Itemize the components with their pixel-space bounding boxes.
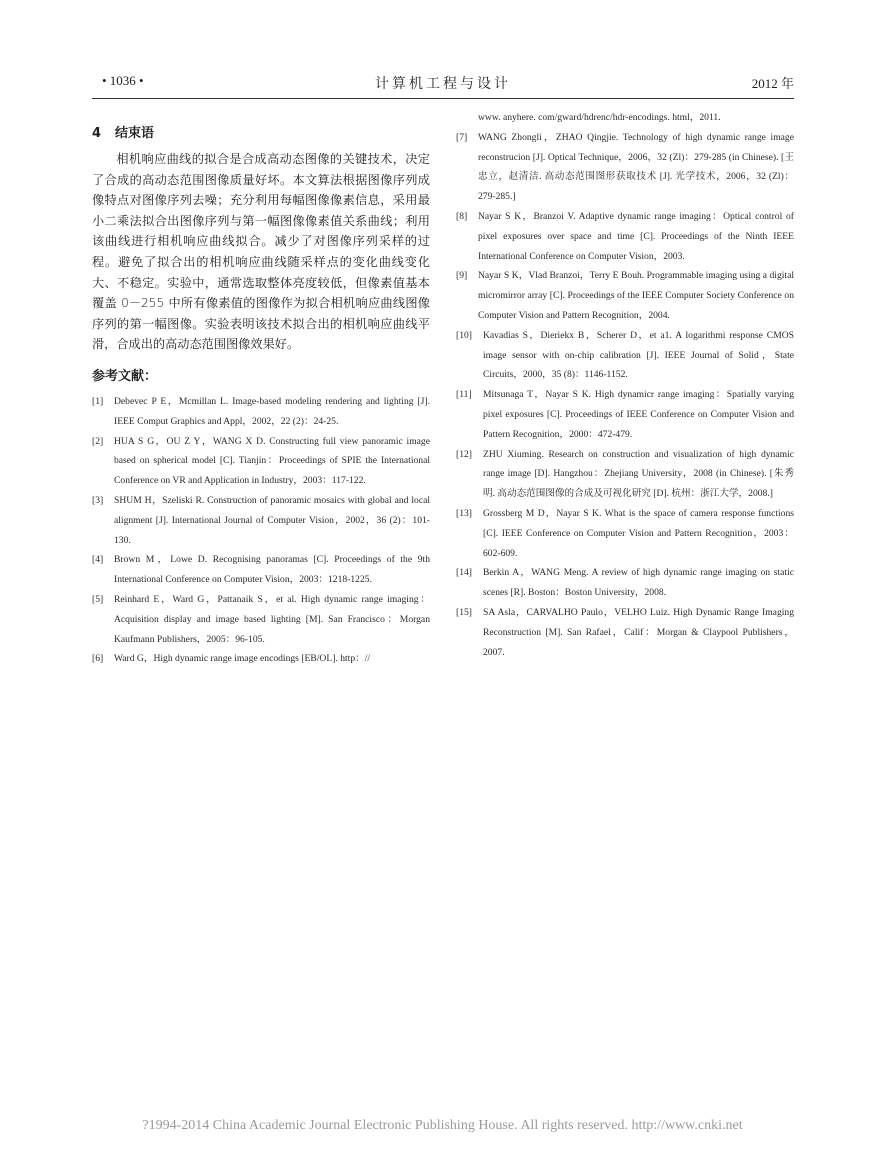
reference-number: [3] <box>92 494 104 506</box>
journal-title: 计算机工程与设计 <box>375 76 511 92</box>
reference-number: [6] <box>92 653 104 665</box>
publication-year: 2012 年 <box>751 76 794 91</box>
right-column <box>456 108 794 662</box>
reference-item <box>92 491 430 550</box>
reference-list-right <box>456 128 794 663</box>
section-heading <box>92 122 430 141</box>
reference-text: Grossberg M D，Nayar S K. What is the space of camera response functions [C]. IEEE Conference on Computer Vision and Pattern Recognition，2003：602-609. <box>483 507 794 559</box>
reference-text: Nayar S K，Branzoi V. Adaptive dynamic range imaging：Optical control of pixel exposures over space and time [C]. Proceedings of the Ninth IEEE International Conference on Computer Vision，2003. <box>478 210 794 262</box>
reference-text: SHUM H，Szeliski R. Construction of panoramic mosaics with global and local alignment [J]. International Journal of Computer Vision，2002，36 (2)：101-130. <box>114 494 430 546</box>
reference-item <box>456 445 794 504</box>
reference-number: [1] <box>92 395 104 407</box>
reference-text: SA Asla，CARVALHO Paulo，VELHO Luiz. High Dynamic Range Imaging Reconstruction [M]. San Rafael，Calif：Morgan & Claypool Publishers，2007. <box>483 606 794 658</box>
reference-item <box>456 563 794 603</box>
reference-number: [7] <box>456 131 468 143</box>
reference-text: Debevec P E，Mcmillan L. Image-based modeling rendering and lighting [J]. IEEE Comput Graphics and Appl，2002，22 (2)：24-25. <box>114 395 430 427</box>
page-number: • 1036 • <box>102 73 144 88</box>
reference-number: [10] <box>456 329 472 341</box>
reference-item <box>456 207 794 266</box>
reference-text: Nayar S K，Vlad Branzoi，Terry E Bouh. Programmable imaging using a digital micromirror array [C]. Proceedings of the IEEE Computer Society Conference on Computer Vision and Pattern Recognition，2004. <box>478 270 794 321</box>
reference-text: Berkin A，WANG Meng. A review of high dynamic range imaging on static scenes [R]. Boston：Boston University，2008. <box>483 567 794 599</box>
reference-number: [8] <box>456 210 468 222</box>
reference-text: Brown M，Lowe D. Recognising panoramas [C]. Proceedings of the 9th International Conference on Computer Vision，2003：1218-1225. <box>114 554 430 586</box>
section-number: 4 <box>92 126 102 141</box>
conclusion-paragraph: 相机响应曲线的拟合是合成高动态图像的关键技术，决定了合成的高动态范围图像质量好坏。本文算法根据图像序列成像特点对图像序列去噪；充分利用每幅图像像素信息，采用最小二乘法拟合出图像序列与第一幅图像像素值关系曲线；利用该曲线进行相机响应曲线拟合。减少了对图像序列采样的过程。避免了拟合出的相机响应曲线随采样点的变化曲线变化大、不稳定。实验中，通常选取整体亮度较低，但像素值基本覆盖 0－255 中所有像素值的图像作为拟合相机响应曲线图像序列的第一幅图像。实验表明该技术拟合出的相机响应曲线平滑，合成出的高动态范围图像效果好。 <box>92 152 430 352</box>
reference-item <box>456 603 794 662</box>
copyright-footer: ?1994-2014 China Academic Journal Electronic Publishing House. All rights reserved. http://www.cnki.net <box>142 1118 743 1133</box>
running-header <box>92 73 794 93</box>
reference-item <box>92 590 430 649</box>
reference-item <box>92 649 430 669</box>
reference-item <box>456 326 794 385</box>
reference-number: [15] <box>456 606 472 618</box>
reference-6-continuation: www. anyhere. com/gward/hdrenc/hdr-encodings. html，2011. <box>478 112 721 123</box>
reference-text: WANG Zhongli，ZHAO Qingjie. Technology of high dynamic range image reconstrucion [J]. Optical Technique，2006，32 (Zl)：279-285 (in Chinese). [王忠立，赵清洁. 高动态范围图形获取技术 [J]. 光学技术，2006，32 (Zl)：279-285.] <box>478 131 794 203</box>
reference-text: Ward G，High dynamic range image encodings [EB/OL]. http：// <box>114 653 371 665</box>
reference-number: [12] <box>456 448 472 460</box>
reference-text: ZHU Xiuming. Research on construction and visualization of high dynamic range image [D]. Hangzhou：Zhejiang University，2008 (in Chinese). [朱秀明. 高动态范围图像的合成及可视化研究 [D]. 杭州：浙江大学，2008.] <box>483 448 794 500</box>
reference-text: Kavadias S，Dieriekx B，Scherer D，et a1. A logarithmi response CMOS image sensor with on-chip calibration [J]. IEEE Journal of Solid，State Circuits，2000，35 (8)：1146-1152. <box>483 329 794 381</box>
reference-number: [9] <box>456 270 468 282</box>
reference-text: HUA S G，OU Z Y，WANG X D. Constructing full view panoramic image based on spherical model [C]. Tianjin：Proceedings of SPIE the International Conference on VR and Application in Industry，2003：117-122. <box>114 435 430 487</box>
reference-item <box>92 392 430 432</box>
reference-text: Mitsunaga T，Nayar S K. High dynamicr range imaging：Spatially varying pixel exposures [C]. Proceedings of IEEE Conference on Computer Vision and Pattern Recognition，2000：472-479. <box>483 389 794 440</box>
header-rule <box>92 98 794 99</box>
reference-item <box>92 432 430 491</box>
reference-number: [5] <box>92 593 104 605</box>
section-title: 结束语 <box>115 126 155 141</box>
reference-item <box>456 266 794 325</box>
reference-item <box>456 128 794 207</box>
references-heading: 参考文献： <box>92 368 158 384</box>
reference-item <box>456 504 794 563</box>
reference-text: Reinhard E，Ward G，Pattanaik S，et al. High dynamic range imaging：Acquisition display and image based lighting [M]. San Francisco：Morgan Kaufmann Publishers，2005：96-105. <box>114 593 430 645</box>
left-column <box>92 108 430 669</box>
reference-number: [4] <box>92 554 104 566</box>
reference-number: [2] <box>92 435 104 447</box>
reference-number: [11] <box>456 389 472 401</box>
reference-number: [13] <box>456 507 472 519</box>
reference-list-left <box>92 392 430 669</box>
reference-item <box>92 550 430 590</box>
reference-number: [14] <box>456 567 472 579</box>
reference-item <box>456 385 794 444</box>
